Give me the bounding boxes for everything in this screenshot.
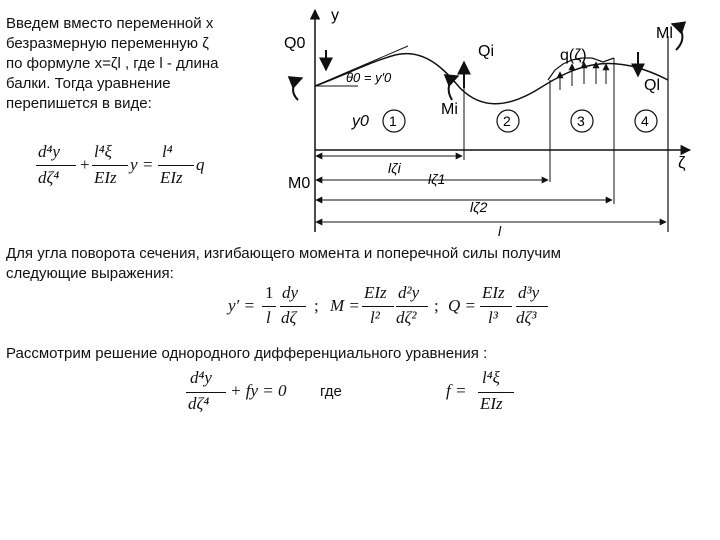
expr-semicolon: ; [434, 296, 439, 315]
para2-line: Для угла поворота сечения, изгибающего момента и поперечной силы получим [6, 245, 561, 262]
distributed-load [548, 58, 614, 150]
expr-dzeta3: dζ³ [516, 308, 537, 327]
zeta-axis-label: ζ [678, 153, 686, 172]
qi-label: Qi [478, 43, 494, 60]
expr-eiz: EIz [482, 283, 505, 302]
y0-label: y0 [352, 113, 369, 130]
f-num: l⁴ξ [482, 368, 500, 387]
eq-lhs-den: dζ⁴ [38, 168, 60, 187]
q-zeta-label: q(ζ) [560, 47, 587, 64]
homog-rest: + fy = 0 [230, 381, 287, 400]
expr-dzeta2: dζ² [396, 308, 417, 327]
expr-m: M = [330, 296, 360, 315]
eq-rhs-num: l⁴ [162, 142, 173, 161]
theta0-label: θ0 = y′0 [346, 70, 392, 85]
expr-l3: l³ [488, 308, 498, 327]
expr-yprime: y′ = [228, 296, 255, 315]
section-1-label: 1 [389, 113, 397, 129]
eq-y: y [130, 155, 138, 174]
homog-num: d⁴y [190, 368, 212, 387]
l-zeta-i-label: lζi [388, 160, 401, 176]
fraction-bar [362, 306, 394, 307]
expr-dy: dy [282, 283, 299, 302]
homog-den: dζ⁴ [188, 394, 210, 413]
m0-arrow [293, 78, 302, 100]
fraction-bar [516, 306, 548, 307]
eq-lhs-num: d⁴y [38, 142, 60, 161]
ml-label: Ml [656, 25, 673, 42]
m0-label: M0 [288, 175, 311, 192]
fraction-bar [396, 306, 428, 307]
where-label: где [320, 383, 342, 400]
f-label: f = [446, 381, 467, 400]
fraction-bar [480, 306, 512, 307]
expr-semicolon: ; [314, 296, 319, 315]
eq-mid-num: l⁴ξ [94, 142, 112, 161]
section-3-label: 3 [577, 113, 585, 129]
fraction-bar [186, 392, 226, 393]
expr-dzeta: dζ [281, 308, 297, 327]
y-axis-label: y [331, 7, 339, 24]
expr-l: l [266, 308, 271, 327]
fraction-bar [262, 306, 276, 307]
section-2-label: 2 [503, 113, 511, 129]
expr-one: 1 [265, 283, 274, 302]
intro-line: Введем вместо переменной x [6, 15, 214, 32]
l-label: l [498, 223, 502, 239]
ml-arrow [672, 24, 682, 50]
eq-mid-den: EIz [94, 168, 117, 187]
intro-line: по формуле x=ζl , где l - длина [6, 55, 219, 72]
mi-label: Mi [441, 101, 458, 118]
l-zeta-1-label: lζ1 [428, 171, 446, 187]
q0-label: Q0 [284, 35, 306, 52]
intro-line: безразмерную переменную ζ [6, 35, 209, 52]
f-den: EIz [480, 394, 503, 413]
eq-q: q [196, 155, 205, 174]
eq-equals: = [143, 155, 153, 174]
expr-d2y: d²y [398, 283, 420, 302]
section-4-label: 4 [641, 113, 649, 129]
para3-line: Рассмотрим решение однородного дифференциального уравнения : [6, 345, 488, 362]
expr-l2: l² [370, 308, 380, 327]
ql-label: Ql [644, 77, 660, 94]
eq-plus: + [80, 155, 90, 174]
expr-eiz: EIz [364, 283, 387, 302]
expr-d3y: d³y [518, 283, 540, 302]
mi-arrow [449, 76, 458, 100]
para2-line: следующие выражения: [6, 265, 174, 282]
intro-line: перепишется в виде: [6, 95, 152, 112]
expr-q: Q = [448, 296, 476, 315]
l-zeta-2-label: lζ2 [470, 199, 488, 215]
beam-diagram [0, 0, 720, 240]
eq-rhs-den: EIz [160, 168, 183, 187]
intro-line: балки. Тогда уравнение [6, 75, 171, 92]
fraction-bar [478, 392, 514, 393]
fraction-bar [280, 306, 306, 307]
